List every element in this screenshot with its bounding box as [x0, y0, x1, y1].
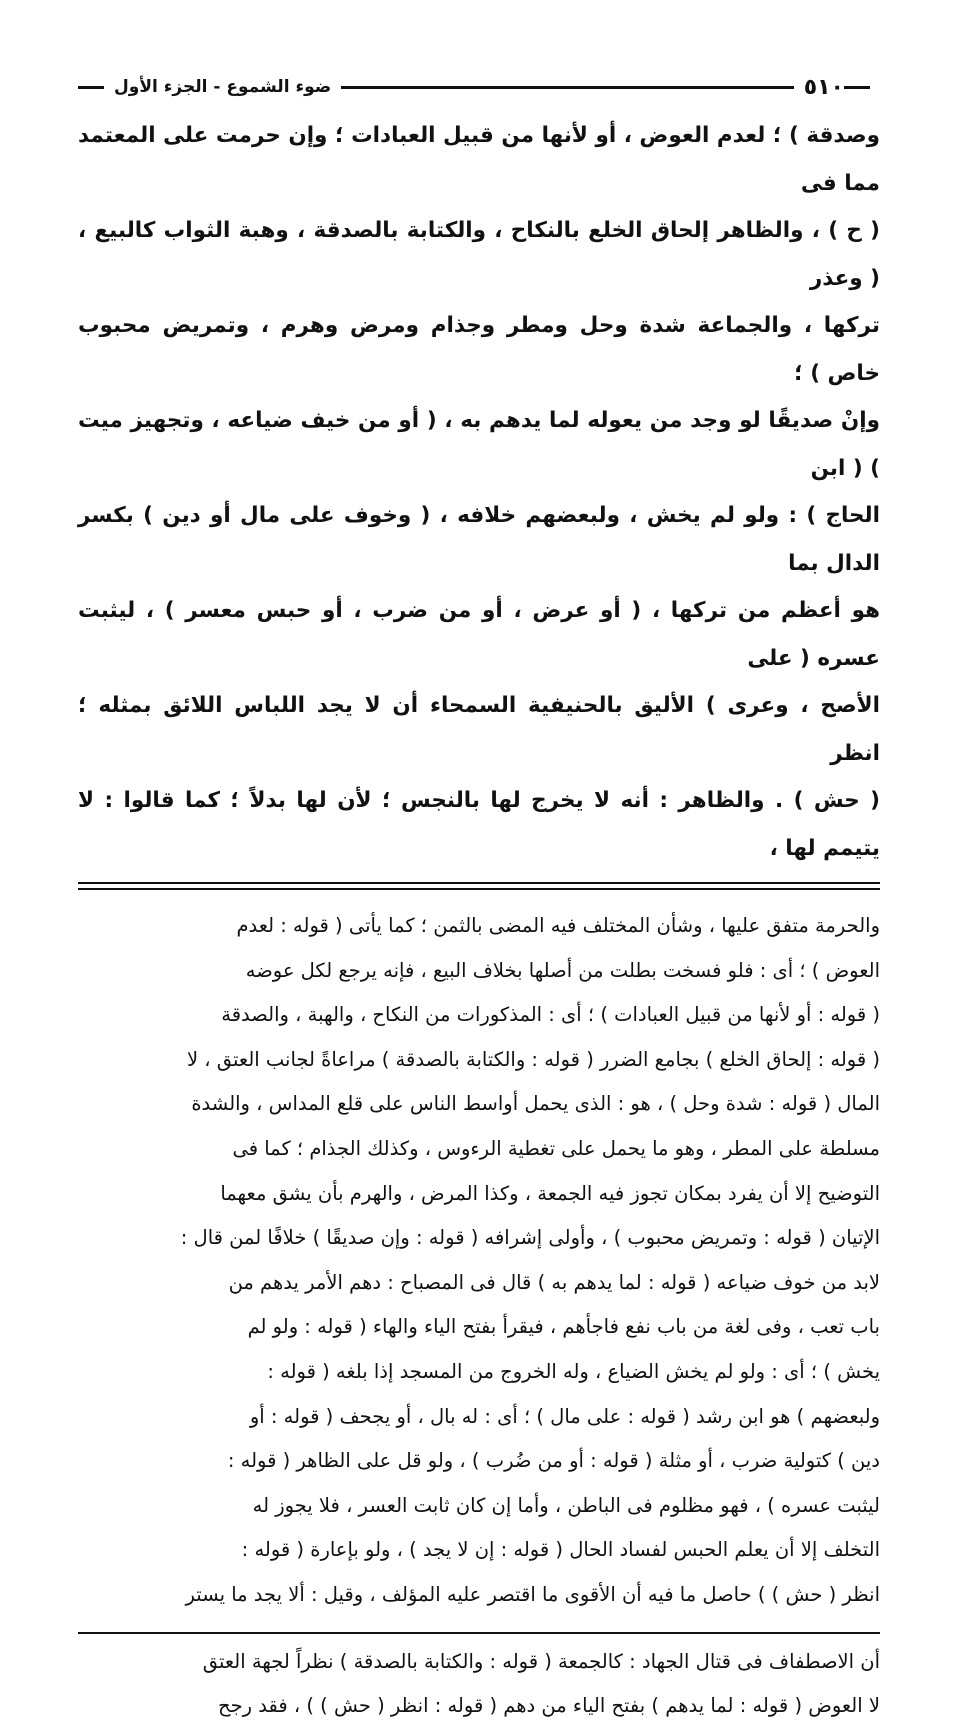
- commentary-line: لابد من خوف ضياعه ( قوله : لما يدهم به ) قال فى المصباح : دهم الأمر يدهم من: [228, 1270, 880, 1294]
- commentary-line: والحرمة متفق عليها ، وشأن المختلف فيه المضى بالثمن ؛ كما يأتى ( قوله : لعدم: [236, 914, 880, 937]
- commentary-line: المال ( قوله : شدة وحل ) ، هو : الذى يحمل أواسط الناس على قلع المداس ، والشدة: [191, 1092, 880, 1116]
- main-text-line: الأصح ، وعرى ) الأليق بالحنيفية السمحاء أن لا يجد اللباس اللائق بمثله ؛ انظر: [78, 693, 880, 766]
- commentary-line: التوضيح إلا أن يفرد بمكان تجوز فيه الجمعة ، وكذا المرض ، والهرم بأن يشق معهما: [220, 1181, 880, 1205]
- section-divider: [78, 882, 880, 890]
- commentary-line: انظر ( حش ) ) حاصل ما فيه أن الأقوى ما اقتصر عليه المؤلف ، وقيل : ألا يجد ما يستر: [185, 1582, 880, 1606]
- footnote-line: أن الاصطفاف فى قتال الجهاد : كالجمعة ( قوله : والكتابة بالصدقة ) نظراً لجهة العتق: [202, 1649, 880, 1673]
- main-text-line: هو أعظم من تركها ، ( أو عرض ، أو من ضرب ، أو حبس معسر ) ، ليثبت عسره ( على: [78, 598, 880, 671]
- commentary-line: يخش ) ؛ أى : ولو لم يخش الضياع ، وله الخروج من المسجد إذا بلغه ( قوله :: [267, 1359, 880, 1383]
- footnotes: [78, 1640, 880, 1729]
- commentary-line: العوض ) ؛ أى : فلو فسخت بطلت من أصلها بخلاف البيع ، فإنه يرجع لكل عوضه: [245, 958, 880, 982]
- commentary-line: ( قوله : أو لأنها من قبيل العبادات ) ؛ أى : المذكورات من النكاح ، والهبة ، والصدقة: [221, 1003, 880, 1027]
- commentary-line: باب تعب ، وفى لغة من باب نفع فاجأهم ، فيقرأ بفتح الياء والهاء ( قوله : ولو لم: [247, 1315, 880, 1339]
- page-number: ٥١٠: [803, 74, 844, 100]
- main-text-line: ( حش ) . والظاهر : أنه لا يخرج لها بالنجس ؛ لأن لها بدلاً ؛ كما قالوا : لا يتيمم لها ،: [78, 788, 880, 861]
- footnote-divider: [78, 1632, 880, 1634]
- commentary-line: مسلطة على المطر ، وهو ما يحمل على تغطية الرءوس ، وكذلك الجذام ؛ كما فى: [232, 1136, 880, 1160]
- commentary-line: دين ) كتولية ضرب ، أو مثلة ( قوله : أو من ضُرب ) ، ولو قل على الظاهر ( قوله :: [227, 1449, 880, 1473]
- main-text-line: الحاج ) : ولو لم يخش ، ولبعضهم خلافه ، ( وخوف على مال أو دين ) بكسر الدال بما: [78, 503, 880, 576]
- commentary-line: ولبعضهم ) هو ابن رشد ( قوله : على مال ) ؛ أى : له بال ، أو يجحف ( قوله : أو: [249, 1404, 880, 1428]
- header-rule: [341, 86, 793, 89]
- running-header: [78, 70, 880, 104]
- footnote-line: لا العوض ( قوله : لما يدهم ) بفتح الياء من دهم ( قوله : انظر ( حش ) ) ، فقد رجح: [218, 1694, 880, 1718]
- main-text-line: وإنْ صديقًا لو وجد من يعوله لما يدهم به ، ( أو من خيف ضياعه ، وتجهيز ميت ) ( ابن: [78, 408, 880, 481]
- main-text: [78, 112, 880, 872]
- commentary-line: الإتيان ( قوله : وتمريض محبوب ) ، وأولى إشرافه ( قوله : وإن صديقًا ) خلافًا لمن قال :: [180, 1226, 880, 1250]
- main-text-line: وصدقة ) ؛ لعدم العوض ، أو لأنها من قبيل العبادات ؛ وإن حرمت على المعتمد مما فى: [78, 123, 880, 196]
- commentary-line: التخلف إلا أن يعلم الحبس لفساد الحال ( قوله : إن لا يجد ) ، ولو بإعارة ( قوله :: [241, 1538, 880, 1562]
- main-text-line: تركها ، والجماعة شدة وحل ومطر وجذام ومرض وهرم ، وتمريض محبوب خاص ) ؛: [78, 313, 880, 386]
- header-short-rule: [844, 86, 870, 89]
- commentary-line: ليثبت عسره ) ، فهو مظلوم فى الباطن ، وأما إن كان ثابت العسر ، فلا يجوز له: [252, 1493, 880, 1517]
- commentary-line: ( قوله : إلحاق الخلع ) بجامع الضرر ( قوله : والكتابة بالصدقة ) مراعاةً لجانب العتق ، لا: [186, 1047, 880, 1071]
- main-text-line: ( ح ) ، والظاهر إلحاق الخلع بالنكاح ، والكتابة بالصدقة ، وهبة الثواب كالبيع ، ( وعذر: [78, 218, 880, 291]
- commentary: [78, 904, 880, 1618]
- book-title: ضوء الشموع - الجزء الأول: [114, 77, 332, 97]
- header-short-rule: [78, 86, 104, 89]
